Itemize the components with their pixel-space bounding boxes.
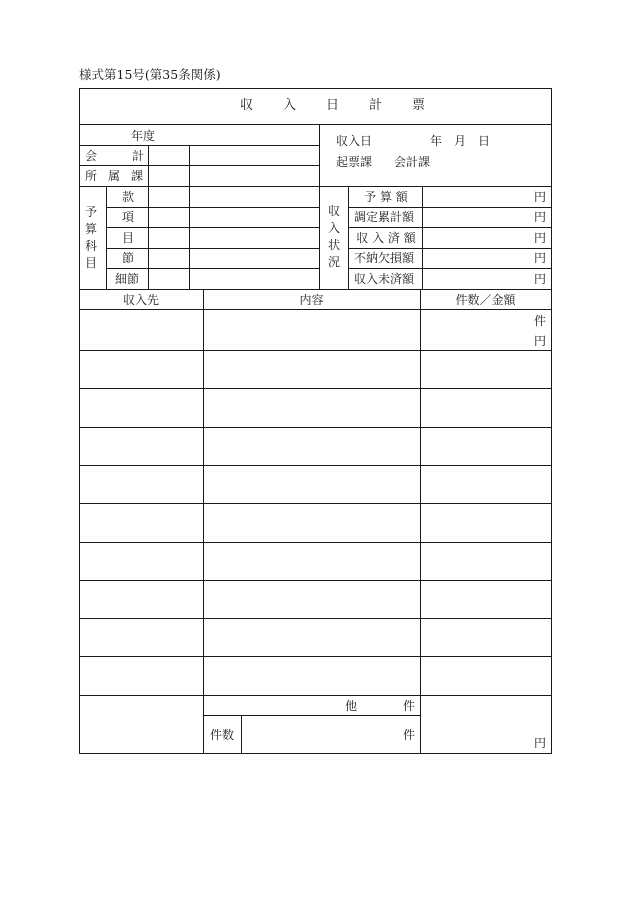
status-received-unit: 円 — [534, 231, 547, 245]
section-label-ka: 課 — [131, 169, 144, 183]
first-row-yen-unit: 円 — [534, 334, 547, 348]
footer-yen-unit: 円 — [534, 736, 547, 750]
section-label-zoku: 属 — [108, 169, 121, 183]
day-unit: 日 — [478, 134, 491, 148]
column-header-payer: 収入先 — [122, 293, 159, 307]
receipt-status-vertical-label: 収入状況 — [327, 204, 340, 269]
month-unit: 月 — [454, 134, 467, 148]
first-row-count-unit: 件 — [534, 314, 547, 328]
year-unit: 年 — [430, 134, 443, 148]
budget-item-saisetsu: 細節 — [115, 272, 140, 286]
section-label-sho: 所 — [85, 169, 98, 183]
fiscal-year-label: 年度 — [131, 129, 156, 143]
status-received-label: 収 入 済 額 — [356, 231, 416, 245]
issuing-section-value: 会計課 — [394, 155, 431, 169]
status-assessed-unit: 円 — [534, 210, 547, 224]
status-assessed-label: 調定累計額 — [354, 210, 415, 224]
form-title: 収入日計票 — [240, 98, 456, 113]
issuing-section-label: 起票課 — [336, 155, 373, 169]
footer-other-count-unit: 件 — [403, 699, 416, 713]
budget-item-kou: 項 — [122, 210, 135, 224]
footer-count-unit: 件 — [403, 728, 416, 742]
column-header-content: 内容 — [299, 293, 324, 307]
budget-item-setsu: 節 — [122, 251, 135, 265]
account-label-kei: 計 — [132, 149, 145, 163]
account-label-kai: 会 — [85, 149, 98, 163]
status-unreceived-label: 収入未済額 — [354, 272, 415, 286]
column-header-count-amount: 件数／金額 — [455, 293, 516, 307]
status-loss-label: 不納欠損額 — [354, 251, 415, 265]
status-loss-unit: 円 — [534, 251, 547, 265]
receipt-date-label: 収入日 — [336, 134, 373, 148]
budget-items-vertical-label: 予算科目 — [84, 205, 97, 270]
footer-count-label: 件数 — [210, 728, 235, 742]
footer-other-label: 他 — [345, 699, 358, 713]
budget-item-moku: 目 — [122, 231, 135, 245]
form-number-heading: 様式第15号(第35条関係) — [79, 67, 221, 82]
budget-item-kan: 款 — [122, 190, 135, 204]
status-budget-unit: 円 — [534, 190, 547, 204]
status-budget-label: 予 算 額 — [364, 190, 408, 204]
status-unreceived-unit: 円 — [534, 272, 547, 286]
